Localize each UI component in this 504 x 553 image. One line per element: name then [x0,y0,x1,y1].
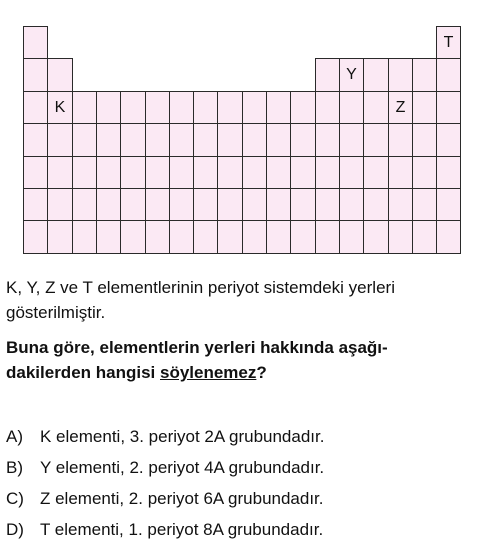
table-cell [47,188,73,221]
table-cell [290,91,316,124]
question-prompt-text: dakilerden hangisi [6,363,160,382]
table-cell [193,188,218,221]
table-cell [47,58,73,92]
table-cell [120,188,146,221]
table-cell [363,123,389,157]
table-cell [339,220,364,254]
table-cell [193,156,218,189]
table-cell [96,156,121,189]
table-cell [47,220,73,254]
element-cell-y [339,58,364,92]
element-cell-z [388,91,413,124]
option-c-text: Z elementi, 2. periyot 6A grubundadır. [40,489,324,508]
table-cell [217,220,243,254]
table-cell [363,58,389,92]
table-cell [145,188,170,221]
table-cell [315,91,340,124]
option-c-letter: C) [6,489,24,508]
table-cell [412,58,437,92]
table-cell [266,123,291,157]
table-cell [145,91,170,124]
table-cell [315,220,340,254]
option-a-letter: A) [6,427,23,446]
table-cell [23,123,48,157]
table-cell [388,58,413,92]
option-a[interactable] [6,426,324,447]
table-cell [23,156,48,189]
table-cell [23,220,48,254]
table-cell [266,220,291,254]
table-cell [193,123,218,157]
table-cell [290,123,316,157]
table-cell [217,188,243,221]
table-cell [388,188,413,221]
table-cell [412,188,437,221]
table-cell [242,188,267,221]
question-intro-line-2: gösterilmiştir. [6,303,106,322]
option-b-letter: B) [6,458,23,477]
table-cell [242,123,267,157]
table-cell [169,156,194,189]
option-a-text: K elementi, 3. periyot 2A grubundadır. [40,427,325,446]
table-cell [242,220,267,254]
element-label-k: K [54,98,66,116]
table-cell [315,156,340,189]
table-cell [23,26,48,59]
option-b[interactable] [6,457,324,478]
table-cell [217,123,243,157]
table-cell [388,220,413,254]
element-label-y: Y [346,66,357,83]
table-cell [412,123,437,157]
table-cell [23,188,48,221]
table-cell [169,220,194,254]
table-cell [412,91,437,124]
table-cell [436,156,461,189]
table-cell [120,156,146,189]
table-cell [72,123,97,157]
table-cell [72,156,97,189]
table-cell [96,123,121,157]
table-cell [363,91,389,124]
option-b-text: Y elementi, 2. periyot 4A grubundadır. [40,458,325,477]
table-cell [193,220,218,254]
table-cell [47,156,73,189]
table-cell [120,220,146,254]
option-d-letter: D) [6,520,24,539]
table-cell [290,188,316,221]
question-emphasis: söylenemez [160,363,257,382]
option-c[interactable] [6,488,324,509]
table-cell [23,91,48,124]
table-cell [388,123,413,157]
table-cell [436,123,461,157]
table-cell [315,188,340,221]
table-cell [72,91,97,124]
question-prompt-line-1: Buna göre, elementlerin yerleri hakkında aşağı- [6,338,388,357]
table-cell [96,188,121,221]
table-cell [266,188,291,221]
table-cell [47,123,73,157]
option-d[interactable] [6,519,323,540]
table-cell [339,188,364,221]
table-cell [436,91,461,124]
table-cell [120,123,146,157]
table-cell [72,220,97,254]
table-cell [145,123,170,157]
table-cell [315,58,340,92]
question-intro-line-1: K, Y, Z ve T elementlerinin periyot sistemdeki yerleri [6,278,395,297]
table-cell [266,91,291,124]
table-cell [436,188,461,221]
table-cell [412,220,437,254]
table-cell [290,156,316,189]
table-cell [339,91,364,124]
table-cell [96,91,121,124]
question-prompt-line-2 [6,362,267,383]
table-cell [412,156,437,189]
table-cell [242,91,267,124]
table-cell [363,188,389,221]
table-cell [169,188,194,221]
table-cell [120,91,146,124]
table-cell [388,156,413,189]
table-cell [217,91,243,124]
table-cell [169,91,194,124]
table-cell [145,156,170,189]
table-cell [436,58,461,92]
table-cell [23,58,48,92]
table-cell [315,123,340,157]
table-cell [436,220,461,254]
table-cell [363,220,389,254]
element-label-z: Z [395,98,406,116]
table-cell [290,220,316,254]
table-cell [242,156,267,189]
table-cell [363,156,389,189]
element-cell-t [436,26,461,59]
table-cell [145,220,170,254]
table-cell [96,220,121,254]
table-cell [217,156,243,189]
table-cell [339,123,364,157]
element-cell-k [47,91,73,124]
table-cell [339,156,364,189]
option-d-text: T elementi, 1. periyot 8A grubundadır. [40,520,324,539]
question-mark: ? [256,363,267,382]
element-label-t: T [443,33,454,51]
periodic-table [0,0,504,260]
table-cell [193,91,218,124]
table-cell [169,123,194,157]
table-cell [266,156,291,189]
table-cell [72,188,97,221]
